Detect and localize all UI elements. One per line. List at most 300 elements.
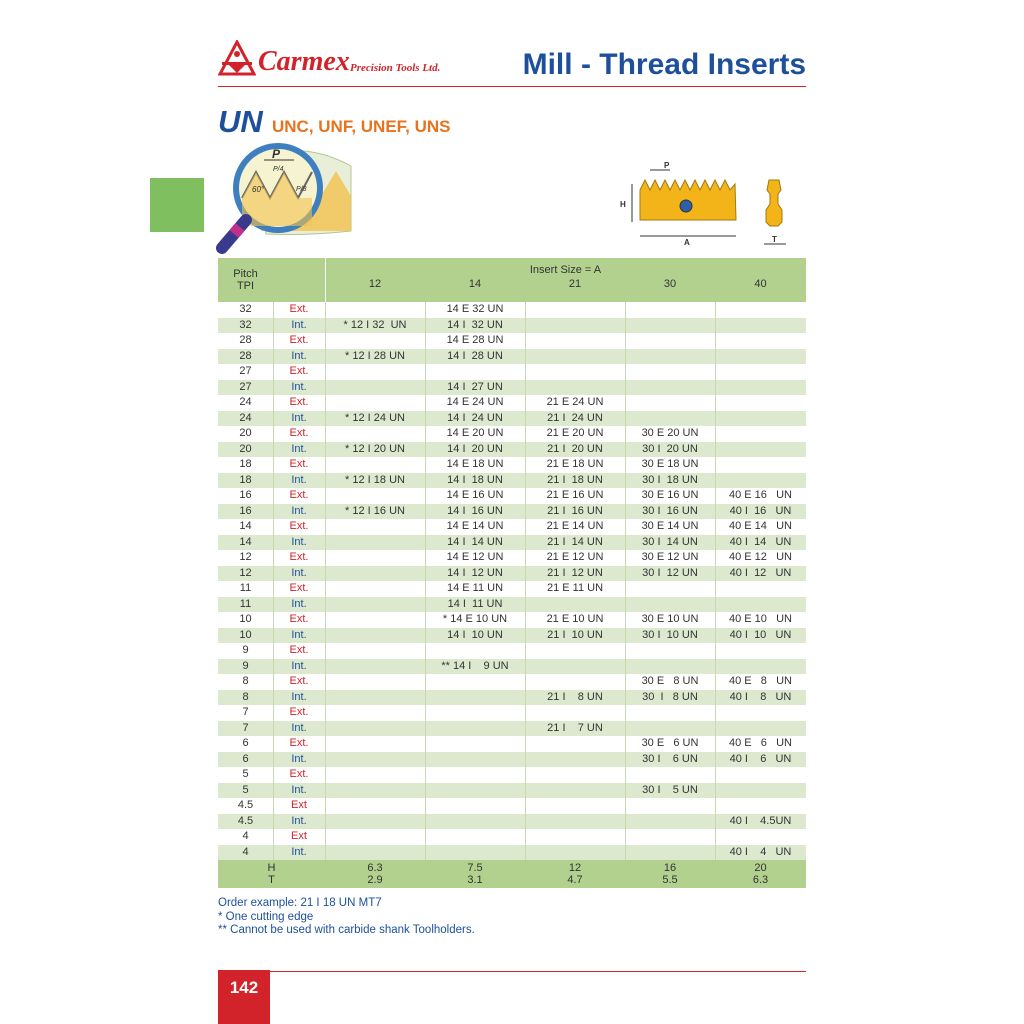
table-row [218,349,806,365]
insert-code-cell: 30 E 6 UN [641,737,699,749]
insert-code-cell: 40 E 12 UN [729,551,792,563]
table-row [218,581,806,597]
insert-code-cell [325,426,425,442]
thread-type-cell: Int. [291,752,307,765]
tpi-cell: 8 [242,675,249,687]
insert-code-cell [525,752,625,768]
insert-code-cell: 14 E 11 UN [446,582,504,594]
tpi-cell: 9 [242,659,249,672]
brand-name: Carmex [258,46,350,77]
insert-code-cell [325,752,425,768]
insert-code-cell: 30 E 16 UN [641,489,699,501]
table-row [218,411,806,427]
insert-code-cell: 30 I 20 UN [642,442,698,455]
insert-code-cell [625,333,715,349]
insert-code-cell [325,597,425,613]
insert-code-cell: 40 I 4.5UN [729,814,792,827]
insert-code-cell [525,767,625,783]
insert-code-cell: 21 E 20 UN [546,427,604,439]
insert-code-cell [325,767,425,783]
insert-code-cell: 30 E 18 UN [641,458,699,470]
tpi-cell: 7 [242,721,249,734]
insert-code-cell: 40 I 12 UN [729,566,792,579]
insert-code-cell [525,333,625,349]
insert-code-cell [325,643,425,659]
tpi-cell: 28 [239,334,252,346]
insert-code-cell [715,302,806,318]
thickness-label: T [772,235,777,244]
insert-code-cell [325,814,425,830]
insert-code-cell [715,767,806,783]
thread-type-cell: Int. [291,535,307,548]
insert-code-cell: 40 I 4 UN [729,845,792,858]
insert-code-cell [715,333,806,349]
table-notes [218,897,475,938]
insert-code-cell [325,395,425,411]
thread-type-cell: Ext. [289,582,309,594]
thread-type-cell: Ext. [289,365,309,377]
insert-code-cell [625,597,715,613]
insert-code-cell: 21 E 12 UN [546,551,604,563]
insert-code-cell: 40 E 10 UN [729,613,792,625]
thread-type-cell: Int. [291,380,307,393]
table-row [218,566,806,582]
table-row [218,302,806,318]
insert-code-cell [425,783,525,799]
insert-code-cell [425,752,525,768]
insert-code-cell [425,364,525,380]
insert-code-cell [625,767,715,783]
insert-code-cell [525,705,625,721]
insert-code-cell [425,798,525,814]
thread-type-cell: Int. [291,504,307,517]
insert-code-cell: * 12 I 18 UN [345,473,405,486]
insert-code-cell [525,302,625,318]
insert-code-cell [525,659,625,675]
insert-code-cell [525,318,625,334]
footer-h-label: H [267,862,276,874]
insert-code-cell [325,302,425,318]
thread-type-cell: Ext. [289,551,309,563]
page-number-box [218,970,270,1024]
thread-type-cell: Ext. [289,737,309,749]
insert-code-cell [425,767,525,783]
insert-code-cell [425,721,525,737]
table-row [218,752,806,768]
insert-code-cell [325,721,425,737]
insert-profile-icon [614,160,810,252]
insert-code-cell: 14 I 18 UN [447,473,503,486]
insert-code-cell: * 12 I 16 UN [345,504,405,517]
table-row [218,426,806,442]
tpi-cell: 18 [239,458,252,470]
insert-code-cell [525,736,625,752]
insert-code-cell: 21 E 10 UN [546,613,604,625]
insert-code-cell [715,380,806,396]
insert-code-cell: 30 E 20 UN [641,427,699,439]
table-row [218,690,806,706]
insert-code-cell [625,721,715,737]
footer-h-value: 12 [568,862,582,874]
insert-code-cell: 30 I 14 UN [642,535,698,548]
thread-type-cell: Ext. [289,706,309,718]
insert-code-cell: 30 E 8 UN [641,675,699,687]
tpi-cell: 14 [239,535,252,548]
insert-code-cell [625,798,715,814]
thread-type-cell: Ext [291,799,307,811]
thread-type-cell: Int. [291,721,307,734]
table-row [218,333,806,349]
table-header [218,258,806,302]
size-header-21: 21 [568,278,582,290]
insert-code-cell [625,581,715,597]
insert-code-cell [625,643,715,659]
insert-code-cell [525,349,625,365]
insert-code-cell [715,829,806,845]
insert-code-cell [715,442,806,458]
insert-code-cell [625,364,715,380]
thread-type-cell: Ext. [289,613,309,625]
thread-type-cell: Ext. [289,489,309,501]
table-row [218,767,806,783]
insert-code-cell [715,426,806,442]
table-row [218,442,806,458]
insert-code-cell: 21 E 14 UN [546,520,604,532]
order-example: Order example: 21 I 18 UN MT7 [218,897,382,909]
tpi-cell: 16 [239,489,252,501]
tpi-cell: 6 [242,752,249,765]
tpi-cell: 4 [242,845,249,858]
insert-code-cell: * 12 I 20 UN [345,442,405,455]
tpi-cell: 24 [239,411,252,424]
insert-code-cell: 21 I 18 UN [547,473,603,486]
insert-code-cell: 14 E 32 UN [446,303,504,315]
table-row [218,659,806,675]
section-subtitle: UNC, UNF, UNEF, UNS [272,117,451,136]
thread-profile-illustration [216,136,356,254]
tpi-cell: 12 [239,566,252,579]
insert-code-cell: 30 I 16 UN [642,504,698,517]
tpi-cell: 6 [242,737,249,749]
insert-code-cell [715,349,806,365]
insert-code-cell [625,318,715,334]
insert-code-cell [625,349,715,365]
insert-code-cell [625,380,715,396]
insert-code-cell [525,674,625,690]
thread-type-cell: Ext. [289,458,309,470]
footer-t-value: 2.9 [367,874,383,886]
insert-code-cell: 40 E 14 UN [729,520,792,532]
insert-code-cell: 21 I 7 UN [547,721,603,734]
thread-type-cell: Int. [291,845,307,858]
insert-code-cell [325,783,425,799]
insert-code-cell: 30 E 12 UN [641,551,699,563]
thread-type-cell: Int. [291,318,307,331]
insert-code-cell: 14 E 12 UN [446,551,504,563]
insert-code-cell [325,705,425,721]
carmex-emblem-icon [218,40,256,76]
insert-code-cell [425,690,525,706]
table-row [218,628,806,644]
insert-dimension-drawing [614,160,810,252]
thread-type-cell: Int. [291,411,307,424]
insert-size-header: Insert Size = A [529,264,602,276]
footer-h-value: 6.3 [367,862,383,874]
table-row [218,721,806,737]
insert-code-cell: 40 I 16 UN [729,504,792,517]
insert-code-cell [425,845,525,861]
insert-code-cell [715,721,806,737]
tpi-cell: 4.5 [237,814,254,827]
insert-code-cell: 14 I 20 UN [447,442,503,455]
footer-t-value: 6.3 [752,874,769,886]
table-row [218,318,806,334]
tpi-cell: 20 [239,427,252,439]
insert-code-cell: 21 E 11 UN [546,582,604,594]
footer-t-label: T [268,874,275,886]
insert-code-cell [525,814,625,830]
thread-type-cell: Ext. [289,334,309,346]
insert-code-cell: 40 I 14 UN [729,535,792,548]
insert-code-cell: 21 E 24 UN [546,396,604,408]
height-label: H [620,200,626,209]
insert-code-cell [625,411,715,427]
tpi-cell: 10 [239,613,252,625]
length-label: A [684,238,690,247]
insert-code-cell [715,643,806,659]
thread-type-cell: Ext. [289,675,309,687]
insert-code-cell [715,457,806,473]
table-row [218,488,806,504]
tpi-cell: 24 [239,396,252,408]
thread-type-cell: Ext. [289,303,309,315]
insert-code-cell: 30 E 10 UN [641,613,699,625]
insert-code-cell: 21 I 14 UN [547,535,603,548]
table-row [218,705,806,721]
thread-type-cell: Int. [291,349,307,362]
insert-code-cell [715,473,806,489]
insert-code-cell [625,302,715,318]
footer-h-value: 20 [754,862,767,874]
page-number: 142 [229,978,259,997]
insert-code-cell: 40 I 6 UN [729,752,792,765]
insert-code-cell [425,829,525,845]
thread-type-cell: Ext [291,830,307,842]
insert-code-cell [325,798,425,814]
insert-code-cell [525,380,625,396]
insert-code-cell: 21 I 12 UN [547,566,603,579]
tpi-cell: 8 [242,690,249,703]
insert-code-cell [325,829,425,845]
insert-code-cell [325,736,425,752]
insert-code-cell [715,364,806,380]
table-footer [218,860,806,888]
insert-code-cell [715,581,806,597]
table-row [218,845,806,861]
footer-t-value: 3.1 [467,874,483,886]
insert-code-cell [325,566,425,582]
insert-code-cell [525,798,625,814]
table-row [218,643,806,659]
insert-code-cell [325,674,425,690]
thread-type-cell: Int. [291,690,307,703]
tpi-cell: 16 [239,504,252,517]
insert-code-cell [715,783,806,799]
table-row [218,814,806,830]
insert-code-cell: 14 E 28 UN [446,334,504,346]
insert-code-cell: 21 I 8 UN [547,690,603,703]
tpi-cell: 4.5 [237,799,254,811]
note-carbide-shank: ** Cannot be used with carbide shank Toolholders. [218,924,475,936]
insert-code-cell: 30 I 6 UN [642,752,698,765]
tpi-cell: 9 [242,644,249,656]
insert-code-cell: 14 I 10 UN [447,628,503,641]
insert-code-cell: 30 I 12 UN [642,566,698,579]
page-title: Mill - Thread Inserts [522,48,806,81]
insert-code-cell [625,845,715,861]
tpi-cell: 5 [242,768,249,780]
thread-type-cell: Int. [291,442,307,455]
insert-code-cell: 40 E 8 UN [729,675,792,687]
table-row [218,798,806,814]
insert-code-cell [525,783,625,799]
insert-code-cell: * 12 I 32 UN [343,318,407,331]
insert-code-cell: 14 I 27 UN [447,380,503,393]
insert-code-cell: 14 E 18 UN [446,458,504,470]
table-row [218,395,806,411]
footer-h-value: 16 [663,862,677,874]
insert-code-cell [715,798,806,814]
insert-code-cell [625,705,715,721]
thread-type-cell: Int. [291,628,307,641]
thread-type-cell: Ext. [289,396,309,408]
insert-code-cell [325,659,425,675]
footer-divider [270,971,806,972]
magnifier-thread-icon [216,136,356,254]
insert-code-cell [325,845,425,861]
footer-t-value: 5.5 [662,874,678,886]
table-row [218,504,806,520]
tpi-cell: 11 [239,597,252,610]
tpi-header: TPI [236,280,255,292]
insert-code-cell: 14 E 20 UN [446,427,504,439]
thread-type-cell: Int. [291,566,307,579]
tpi-cell: 12 [239,551,252,563]
insert-code-cell [525,643,625,659]
tpi-cell: 4 [242,830,249,842]
pitch-label: P [272,147,281,161]
thread-type-cell: Ext. [289,644,309,656]
insert-code-cell [715,318,806,334]
tpi-cell: 18 [239,473,252,486]
table-row [218,380,806,396]
insert-code-cell [425,643,525,659]
size-header-30: 30 [663,278,677,290]
eighth-pitch-label: P/8 [296,186,307,193]
table-body [218,302,806,860]
section-title: UN [218,104,263,139]
insert-code-cell [425,736,525,752]
insert-code-cell: 40 E 16 UN [729,489,792,501]
insert-code-cell: 14 I 28 UN [447,349,503,362]
insert-code-cell: * 12 I 28 UN [345,349,405,362]
insert-code-cell [325,364,425,380]
insert-code-cell [625,659,715,675]
insert-code-cell: 30 E 14 UN [641,520,699,532]
insert-code-cell: 30 I 5 UN [642,783,698,796]
tpi-cell: 10 [239,628,252,641]
insert-code-cell: 21 E 18 UN [546,458,604,470]
insert-code-cell: * 12 I 24 UN [345,411,405,424]
thread-type-cell: Ext. [289,427,309,439]
table-row [218,519,806,535]
insert-code-cell [325,457,425,473]
insert-code-cell: 30 I 8 UN [642,690,698,703]
insert-code-cell [525,364,625,380]
insert-code-cell [715,705,806,721]
tpi-cell: 28 [239,349,252,362]
table-row [218,550,806,566]
insert-code-cell: 14 I 12 UN [447,566,503,579]
insert-code-cell [625,395,715,411]
insert-code-cell [625,829,715,845]
insert-code-cell [525,829,625,845]
insert-code-cell: 21 I 24 UN [547,411,603,424]
brand-logo [218,40,448,80]
tpi-cell: 27 [239,365,252,377]
insert-code-cell: 40 E 6 UN [729,737,792,749]
insert-code-cell [325,690,425,706]
header-divider [218,86,806,87]
insert-code-cell [325,581,425,597]
chapter-tab [150,178,204,232]
thread-type-cell: Int. [291,783,307,796]
size-header-12: 12 [368,278,382,290]
thread-type-cell: Ext. [289,520,309,532]
insert-code-cell: 14 I 32 UN [447,318,503,331]
insert-code-cell: 21 I 10 UN [547,628,603,641]
insert-code-cell [425,674,525,690]
insert-code-cell: 40 I 10 UN [729,628,792,641]
insert-code-cell: 14 E 16 UN [446,489,504,501]
insert-code-cell: 14 I 11 UN [447,597,503,610]
tpi-cell: 32 [239,303,252,315]
thread-type-cell: Int. [291,814,307,827]
insert-code-cell [325,380,425,396]
insert-code-cell: 40 I 8 UN [729,690,792,703]
insert-code-cell [425,814,525,830]
tpi-cell: 7 [242,706,249,718]
insert-code-cell: 30 I 10 UN [642,628,698,641]
insert-code-cell [325,519,425,535]
table-row [218,597,806,613]
insert-code-cell: ** 14 I 9 UN [441,659,509,672]
insert-code-cell: 14 I 16 UN [447,504,503,517]
insert-code-cell: 21 E 16 UN [546,489,604,501]
table-row [218,473,806,489]
table-row [218,364,806,380]
thread-type-cell: Int. [291,473,307,486]
insert-code-cell [715,395,806,411]
angle-label: 60° [252,185,265,194]
tpi-cell: 5 [242,783,249,796]
table-row [218,829,806,845]
insert-code-cell [325,535,425,551]
insert-code-cell: 14 E 24 UN [446,396,504,408]
insert-code-cell: 14 I 24 UN [447,411,503,424]
brand-subtitle: Precision Tools Ltd. [350,62,441,74]
insert-code-cell [325,333,425,349]
